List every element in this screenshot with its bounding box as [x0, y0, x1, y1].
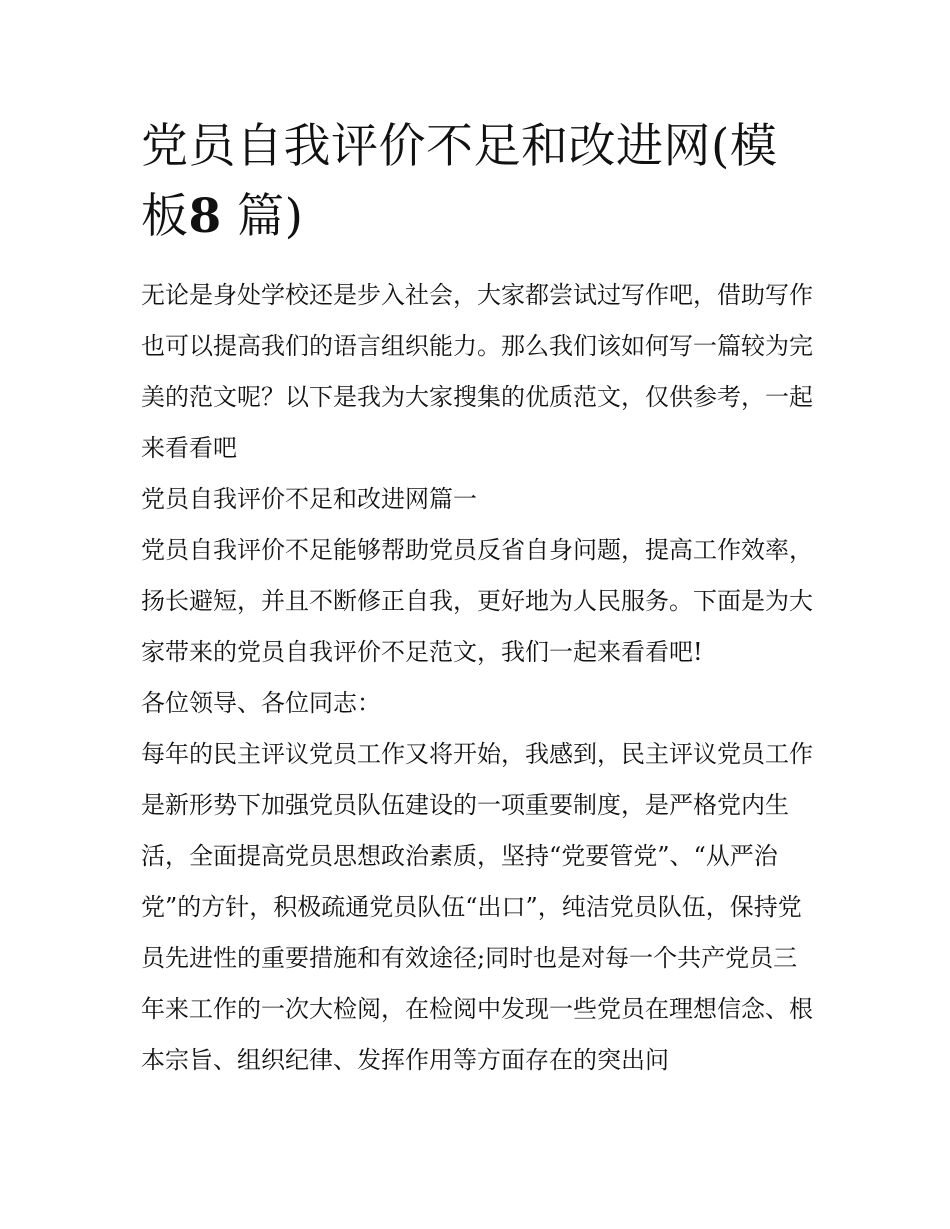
intro-paragraph: 无论是身处学校还是步入社会，大家都尝试过写作吧，借助写作也可以提高我们的语言组织能力。那么我们该如何写一篇较为完美的范文呢？以下是我为大家搜集的优质范文，仅供参考，一起来看看吧	[141, 281, 813, 462]
body-paragraph: 每年的民主评议党员工作又将开始，我感到，民主评议党员工作是新形势下加强党员队伍建设的一项重要制度，是严格党内生活，全面提高党员思想政治素质，坚持“党要管党”、“从严治党”的方针，积极疏通党员队伍“出口”，纯洁党员队伍，保持党员先进性的重要措施和有效途径;同时也是对每一个共产党员三年来工作的一次大检阅，在检阅中发现一些党员在理想信念、根本宗旨、组织纪律、发挥作用等方面存在的突出问	[141, 740, 813, 1074]
title-text: 党员自我评价不足和改进网(模板	[141, 119, 778, 244]
title-suffix: 篇)	[237, 189, 304, 244]
section-intro-paragraph: 党员自我评价不足能够帮助党员反省自身问题，提高工作效率，扬长避短，并且不断修正自我，更好地为人民服务。下面是为大家带来的党员自我评价不足范文，我们一起来看看吧!	[141, 536, 813, 666]
salutation: 各位领导、各位同志：	[141, 689, 381, 717]
title-number: 8	[188, 189, 222, 244]
document-title	[141, 112, 815, 252]
section-heading: 党员自我评价不足和改进网篇一	[141, 485, 477, 513]
document-body	[141, 112, 815, 1086]
